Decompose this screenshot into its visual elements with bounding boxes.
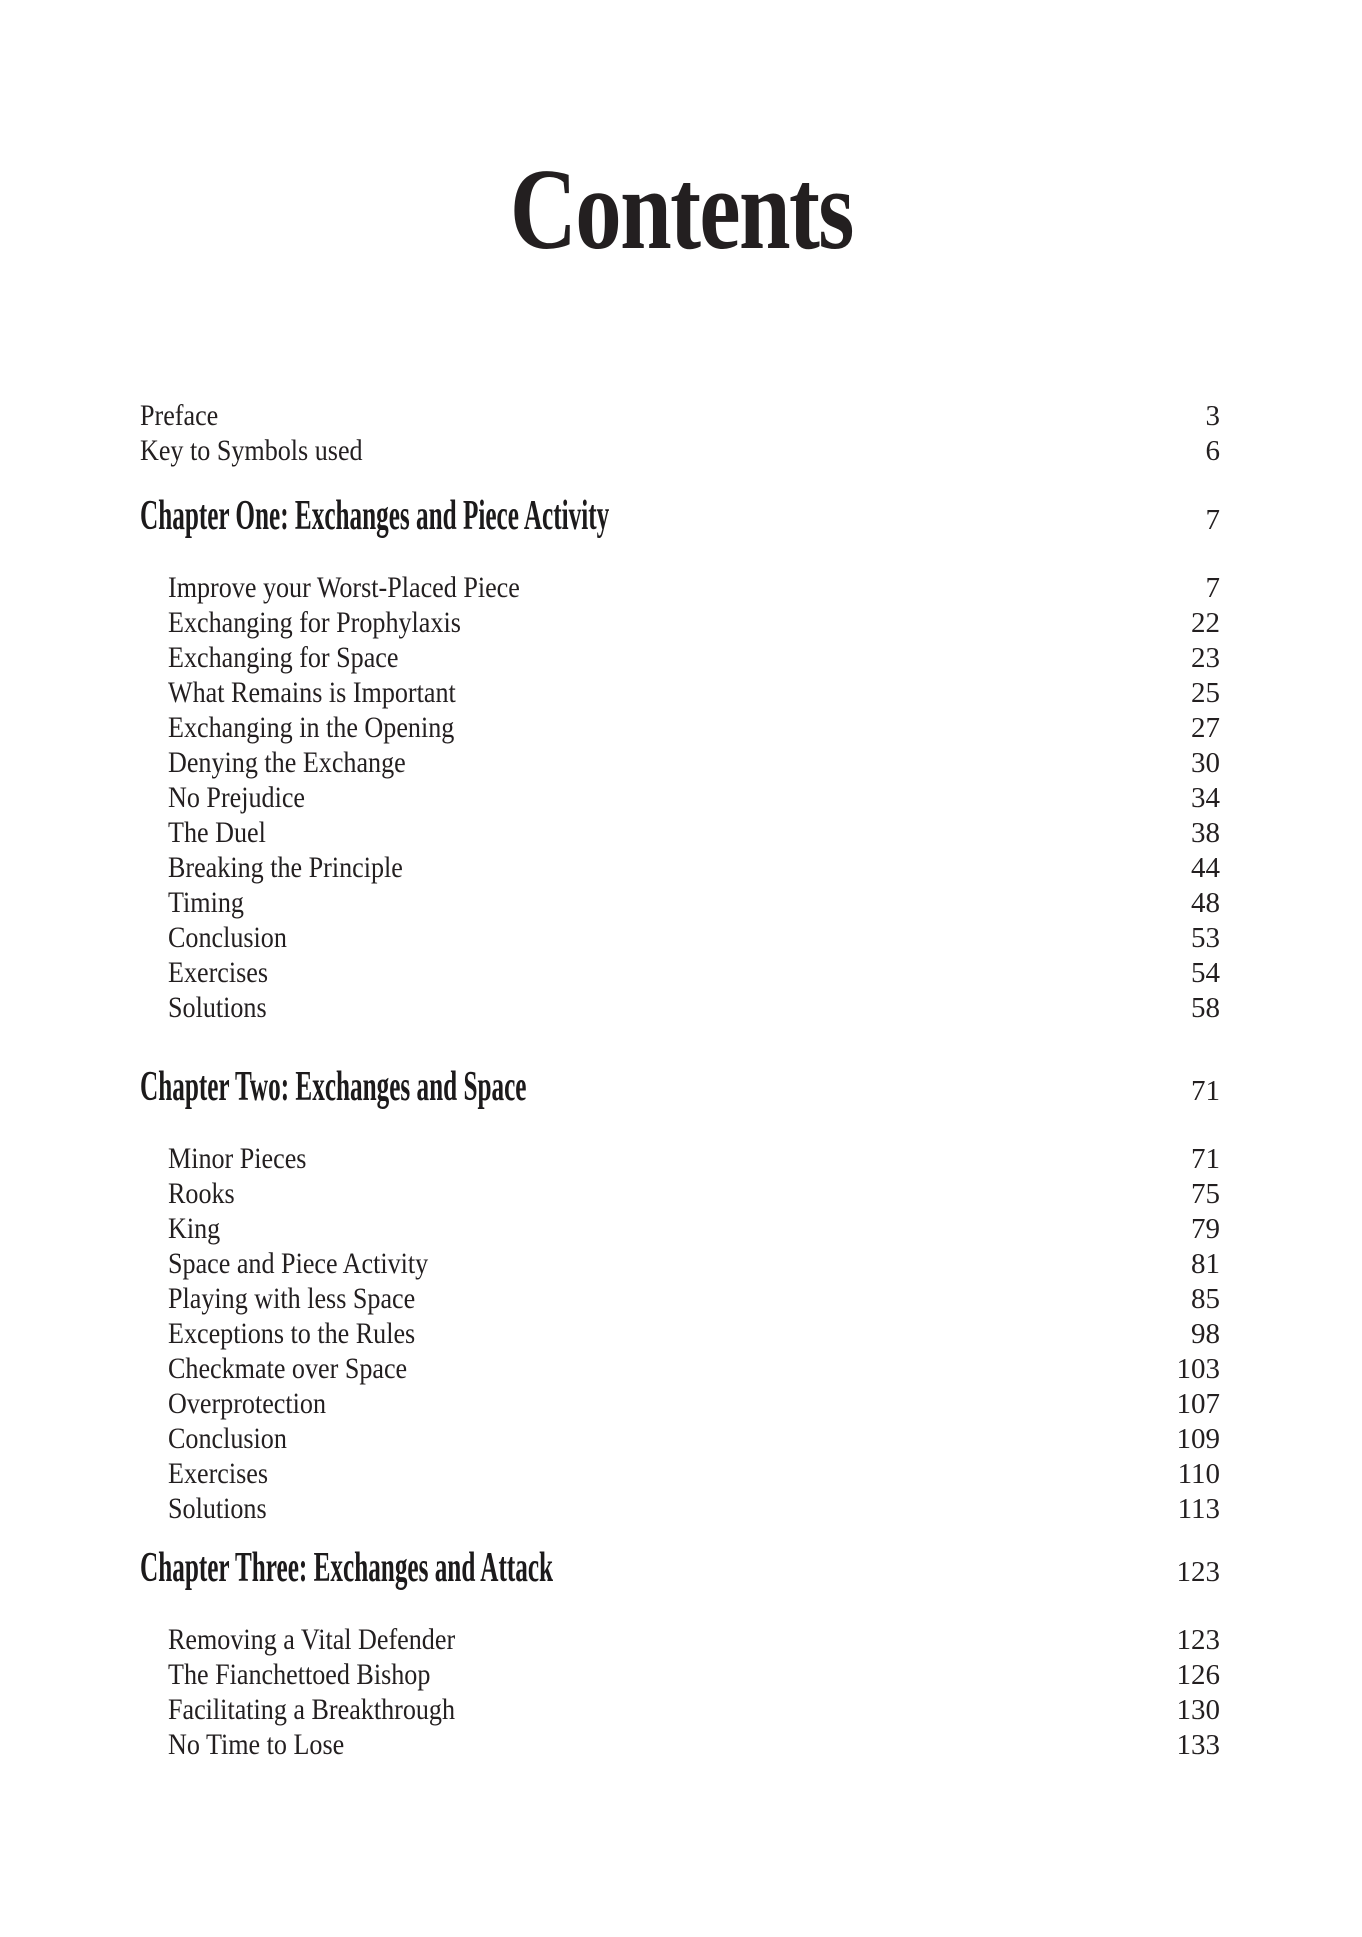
toc-entry-label: Exchanging for Prophylaxis xyxy=(168,606,461,639)
page-title-text: Contents xyxy=(509,146,853,274)
toc-entry-row xyxy=(140,1211,1220,1246)
toc-entry-page-number: 79 xyxy=(1191,1213,1220,1245)
toc-entry-page-number: 107 xyxy=(1176,1388,1220,1420)
toc-entry-label: The Fianchettoed Bishop xyxy=(168,1658,431,1691)
toc-entry-label: Conclusion xyxy=(168,921,287,954)
chapter-title: Chapter One: Exchanges and Piece Activity xyxy=(140,493,610,539)
toc-entry-row xyxy=(140,1657,1220,1692)
toc-entry-row xyxy=(140,640,1220,675)
toc-entry-row xyxy=(140,710,1220,745)
table-of-contents xyxy=(140,398,1220,1762)
toc-entry-page-number: 22 xyxy=(1191,607,1220,639)
toc-entry-row xyxy=(140,955,1220,990)
toc-entry-row xyxy=(140,990,1220,1025)
toc-entry-page-number: 58 xyxy=(1191,992,1220,1024)
chapter-page-number: 7 xyxy=(1205,504,1220,536)
toc-entry-label: Playing with less Space xyxy=(168,1282,416,1315)
toc-entry-page-number: 6 xyxy=(1205,435,1220,467)
toc-entry-label: The Duel xyxy=(168,816,266,849)
toc-entry-row xyxy=(140,1386,1220,1421)
toc-entry-row xyxy=(140,1421,1220,1456)
chapter-block xyxy=(140,494,1220,1025)
chapter-section-list xyxy=(140,1622,1220,1762)
chapter-section-list xyxy=(140,570,1220,1025)
toc-entry-label: Exchanging in the Opening xyxy=(168,711,455,744)
toc-entry-row xyxy=(140,1727,1220,1762)
toc-entry-page-number: 110 xyxy=(1177,1458,1220,1490)
toc-entry-row xyxy=(140,1692,1220,1727)
toc-entry-label: Breaking the Principle xyxy=(168,851,403,884)
toc-entry-label: Solutions xyxy=(168,1492,267,1525)
toc-entry-row xyxy=(140,1351,1220,1386)
toc-entry-row xyxy=(140,675,1220,710)
toc-entry-label: No Prejudice xyxy=(168,781,305,814)
chapter-heading-row xyxy=(140,494,1220,538)
chapter-title: Chapter Two: Exchanges and Space xyxy=(140,1064,527,1110)
toc-entry-row xyxy=(140,1246,1220,1281)
toc-entry-page-number: 54 xyxy=(1191,957,1220,989)
toc-entry-page-number: 7 xyxy=(1205,572,1220,604)
toc-entry-page-number: 98 xyxy=(1191,1318,1220,1350)
toc-entry-page-number: 27 xyxy=(1191,712,1220,744)
toc-entry-label: Exercises xyxy=(168,1457,269,1490)
toc-entry-label: Checkmate over Space xyxy=(168,1352,408,1385)
toc-entry-page-number: 123 xyxy=(1176,1624,1220,1656)
toc-entry-row xyxy=(140,885,1220,920)
toc-entry-label: Exchanging for Space xyxy=(168,641,399,674)
toc-entry-page-number: 48 xyxy=(1191,887,1220,919)
chapter-list xyxy=(140,494,1220,1762)
toc-entry-page-number: 85 xyxy=(1191,1283,1220,1315)
toc-entry-label: Preface xyxy=(140,399,219,432)
toc-entry-row xyxy=(140,1491,1220,1526)
toc-entry-row xyxy=(140,780,1220,815)
toc-entry-page-number: 25 xyxy=(1191,677,1220,709)
toc-entry-label: Removing a Vital Defender xyxy=(168,1623,456,1656)
toc-entry-label: Minor Pieces xyxy=(168,1142,307,1175)
toc-entry-label: Overprotection xyxy=(168,1387,327,1420)
toc-entry-page-number: 3 xyxy=(1205,400,1220,432)
toc-entry-label: Space and Piece Activity xyxy=(168,1247,429,1280)
toc-entry-page-number: 30 xyxy=(1191,747,1220,779)
chapter-block xyxy=(140,1546,1220,1762)
toc-entry-row xyxy=(140,433,1220,468)
toc-entry-page-number: 103 xyxy=(1176,1353,1220,1385)
chapter-heading-row xyxy=(140,1546,1220,1590)
toc-entry-row xyxy=(140,1456,1220,1491)
toc-entry-page-number: 23 xyxy=(1191,642,1220,674)
chapter-page-number: 71 xyxy=(1191,1075,1220,1107)
toc-entry-label: Solutions xyxy=(168,991,267,1024)
page-title xyxy=(0,146,1362,274)
toc-entry-page-number: 113 xyxy=(1177,1493,1220,1525)
toc-entry-page-number: 44 xyxy=(1191,852,1220,884)
toc-entry-row xyxy=(140,850,1220,885)
toc-entry-label: King xyxy=(168,1212,221,1245)
toc-entry-row xyxy=(140,398,1220,433)
front-matter-list xyxy=(140,398,1220,468)
toc-entry-label: Improve your Worst-Placed Piece xyxy=(168,571,520,604)
toc-entry-page-number: 130 xyxy=(1176,1694,1220,1726)
toc-entry-label: Exceptions to the Rules xyxy=(168,1317,416,1350)
toc-entry-label: Key to Symbols used xyxy=(140,434,363,467)
toc-entry-row xyxy=(140,815,1220,850)
toc-entry-row xyxy=(140,1281,1220,1316)
chapter-section-list xyxy=(140,1141,1220,1526)
toc-entry-page-number: 34 xyxy=(1191,782,1220,814)
toc-entry-page-number: 81 xyxy=(1191,1248,1220,1280)
toc-entry-row xyxy=(140,605,1220,640)
toc-entry-page-number: 71 xyxy=(1191,1143,1220,1175)
toc-entry-label: What Remains is Important xyxy=(168,676,456,709)
toc-entry-row xyxy=(140,1141,1220,1176)
toc-entry-label: Denying the Exchange xyxy=(168,746,406,779)
toc-entry-row xyxy=(140,745,1220,780)
toc-entry-label: Conclusion xyxy=(168,1422,287,1455)
chapter-title: Chapter Three: Exchanges and Attack xyxy=(140,1545,554,1591)
toc-entry-page-number: 75 xyxy=(1191,1178,1220,1210)
toc-entry-page-number: 53 xyxy=(1191,922,1220,954)
toc-entry-label: Rooks xyxy=(168,1177,235,1210)
chapter-page-number: 123 xyxy=(1176,1556,1220,1588)
toc-entry-row xyxy=(140,1316,1220,1351)
toc-entry-row xyxy=(140,920,1220,955)
toc-entry-row xyxy=(140,1176,1220,1211)
toc-entry-label: Exercises xyxy=(168,956,269,989)
toc-entry-page-number: 109 xyxy=(1176,1423,1220,1455)
toc-entry-row xyxy=(140,570,1220,605)
toc-entry-page-number: 133 xyxy=(1176,1729,1220,1761)
toc-entry-label: No Time to Lose xyxy=(168,1728,345,1761)
toc-entry-row xyxy=(140,1622,1220,1657)
chapter-heading-row xyxy=(140,1065,1220,1109)
toc-entry-page-number: 38 xyxy=(1191,817,1220,849)
chapter-block xyxy=(140,1065,1220,1526)
toc-entry-label: Facilitating a Breakthrough xyxy=(168,1693,456,1726)
toc-entry-page-number: 126 xyxy=(1176,1659,1220,1691)
toc-entry-label: Timing xyxy=(168,886,244,919)
